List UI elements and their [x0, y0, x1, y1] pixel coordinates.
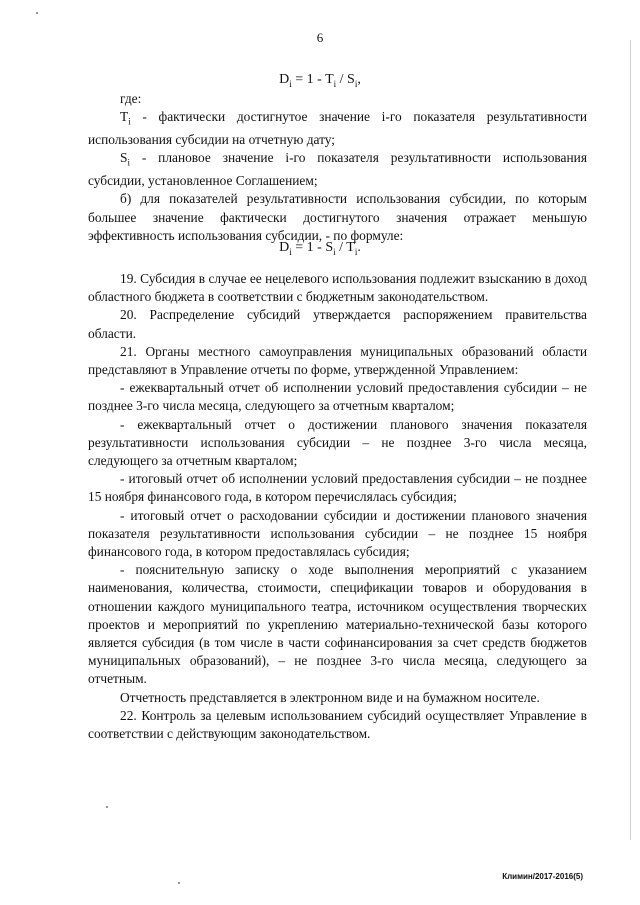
footer-code: Климин/2017-2016(5) — [502, 872, 583, 881]
paragraph-22: 22. Контроль за целевым использованием субсидий осуществляет Управление в соответствии с действующим законодательством. — [88, 707, 587, 742]
definition-text: - фактически достигнутое значение i-го показателя результативности использования субсидии на отчетную дату; — [88, 109, 587, 148]
formula-part: = 1 - S — [291, 240, 334, 255]
symbol: S — [120, 150, 128, 166]
list-item: - пояснительную записку о ходе выполнения мероприятий с указанием наименования, количества, стоимости, спецификации товаров и оборудования в отношении каждого муниципального театра, источником осуществления творческих проектов и мероприятий по укреплению материально-технической базы которого является субсидия (в том числе в части софинансирования за счет средств бюджетов муниципальных образований), – не позднее 3-го числа месяца, следующего за отчетным. — [88, 562, 587, 687]
formula-subscript: i — [289, 246, 292, 257]
scan-speck — [36, 12, 38, 14]
scan-edge-line — [630, 40, 631, 840]
reporting-format: Отчетность представляется в электронном виде и на бумажном носителе. — [120, 689, 540, 705]
scan-speck — [106, 806, 108, 808]
formula-part: , — [357, 72, 361, 87]
formula-subscript: i — [354, 78, 358, 89]
definition-text: - плановое значение i-го показателя результативности использования субсидии, установленное Соглашением; — [88, 150, 587, 189]
scan-speck — [178, 882, 180, 884]
list-item: - ежеквартальный отчет о достижении планового значения показателя результативности использования субсидии – не позднее 3-го числа месяца, следующего за отчетным кварталом; — [88, 416, 587, 469]
definition-s — [88, 149, 587, 190]
formula-subscript: i — [354, 246, 358, 257]
formula-2 — [0, 240, 640, 257]
formula-part: = 1 - T — [291, 72, 334, 87]
paragraph-21: 21. Органы местного самоуправления муниципальных образований области представляют в Управление отчеты по форме, утвержденной Управлением: — [88, 343, 587, 378]
paragraph-19: 19. Субсидия в случае ее нецелевого использования подлежит взысканию в доход областного бюджета в соответствии с бюджетным законодательством. — [88, 271, 587, 305]
formula-subscript: i — [289, 78, 292, 89]
item-b: б) для показателей результативности использования субсидии, по которым большее значение фактически достигнутого значения отражает меньшую эффективность использования субсидии, - по формуле: — [88, 191, 587, 243]
page-number: 6 — [316, 30, 324, 45]
paragraphs-block — [88, 270, 587, 743]
formula-subscript: i — [333, 78, 337, 89]
list-item: - итоговый отчет о расходовании субсидии и достижении планового значения показателя результативности использования субсидии – не позднее 15 ноября финансового года, в котором предоставлялась субсидия; — [88, 507, 587, 560]
formula-symbol: D — [279, 240, 290, 255]
list-item: - итоговый отчет об исполнении условий предоставления субсидии – не позднее 15 ноября финансового года, в котором перечислялась субсидия; — [88, 471, 587, 505]
symbol: T — [120, 109, 129, 125]
where-label: где: — [120, 91, 142, 106]
formula-1 — [0, 72, 640, 89]
formula-subscript: i — [333, 246, 336, 257]
formula-part: / T — [335, 240, 355, 255]
formula-symbol: D — [279, 72, 290, 87]
definitions-block — [88, 90, 587, 245]
paragraph-20: 20. Распределение субсидий утверждается распоряжением правительства области. — [88, 307, 587, 341]
list-item: - ежеквартальный отчет об исполнении условий предоставления субсидии – не позднее 3-го числа месяца, следующего за отчетным кварталом; — [88, 380, 587, 414]
subscript: i — [127, 157, 130, 168]
formula-part: . — [357, 240, 361, 255]
definition-t — [88, 108, 587, 149]
formula-part: / S — [336, 72, 355, 87]
subscript: i — [128, 116, 131, 127]
